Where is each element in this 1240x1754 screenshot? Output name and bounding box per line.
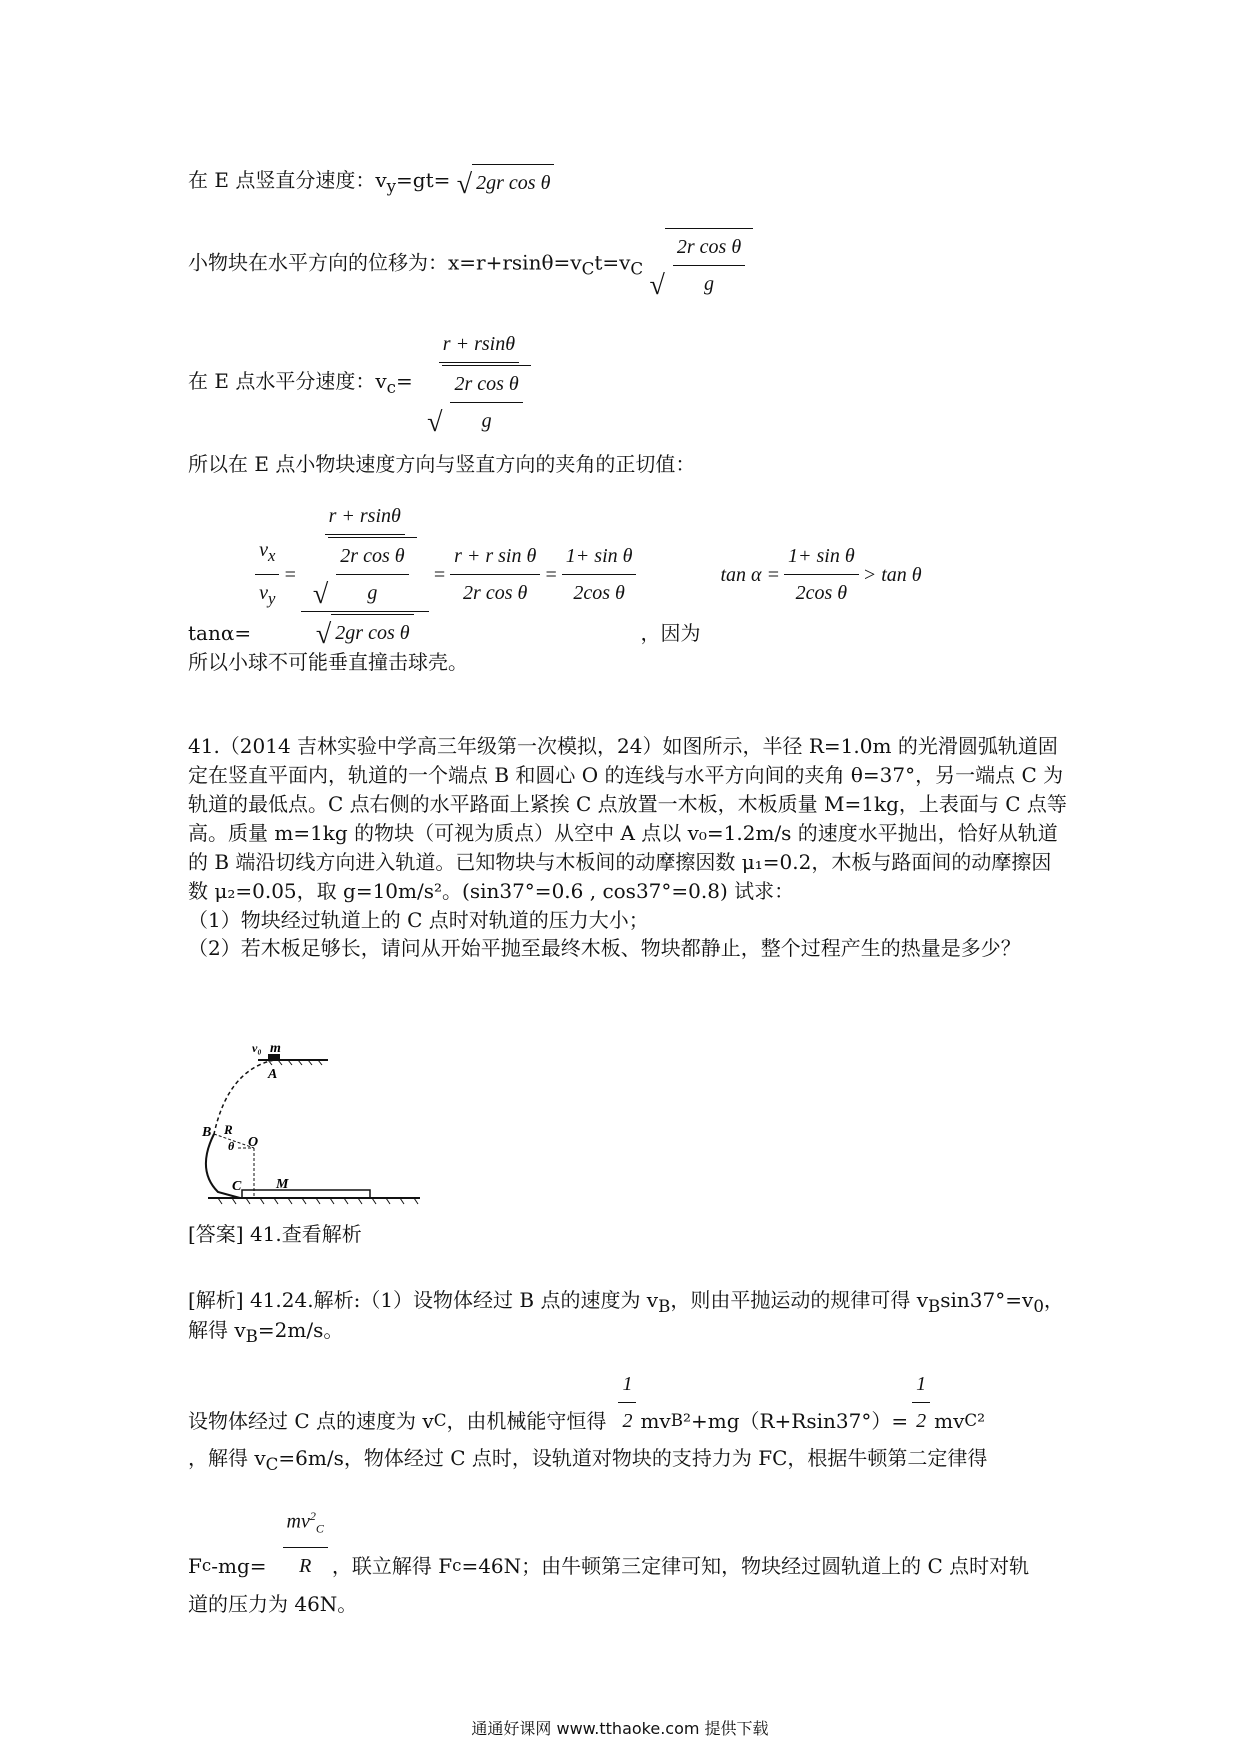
question-2: （2）若木板足够长，请问从开始平抛至最终木板、物块都静止，整个过程产生的热量是多少？ [188, 936, 1021, 960]
trajectory-path [214, 1060, 274, 1134]
sqrt-fraction: √ $\frac{\text{2r cos θ}}{g}$ [650, 228, 754, 300]
page-footer: 通通好课网 www.tthaoke.com 提供下载 [471, 1719, 769, 1738]
tan-alpha-fraction: $\frac{\text{1+ sin θ}}{\text{2cos θ}}$ [784, 540, 859, 609]
half-fraction-2: $\frac{1}{2}$ [912, 1368, 930, 1437]
analysis-line-2: 解得 $v_B=2m/s$。 [188, 1318, 344, 1346]
label-b: B [202, 1125, 212, 1140]
track-diagram [188, 1030, 428, 1210]
label-c: C [232, 1179, 242, 1194]
problem-41-text: 41.（2014 吉林实验中学高三年级第一次模拟，24）如图所示，半径 R=1.0m 的光滑圆弧轨道固定在竖直平面内，轨道的一个端点 B 和圆心 O 的连线与水平方向间的夹角 θ=37°，另一端点 C 为轨道的最低点。C 点右侧的水平路面上紧挨 C 点放置一木板，木板质量 M=1kg，上表面与 C 点等高。质量 m=1kg 的物块（可视为质点）从空中 A 点以 v₀=1.2m/s 的速度水平抛出，恰好从轨道的 B 端沿切线方向进入轨道。已知物块与木板间的动摩擦因数 μ₁=0.2，木板与路面间的动摩擦因数 μ₂=0.05，取 g=10m/s²。(sin37°=0.6 , cos37°=0.8) 试求： [188, 734, 1067, 903]
label-o: O [248, 1135, 259, 1150]
sqrt-expression: √ 2gr cos θ [457, 164, 555, 199]
final-fraction: $\frac{\text{1+ sin θ}}{\text{2cos θ}}$ [562, 540, 637, 609]
simplified-fraction: $\frac{\text{r + r sin θ}}{\text{2r cos θ}}$ [450, 540, 540, 609]
label-m: m [270, 1041, 281, 1056]
analysis-line-3: 设物体经过 C 点的速度为 v C ，由机械能守恒得 $\frac{1}{2}$ mv B ²+mg（R+Rsin37°）= $\frac{1}{2}$ mv C ² [188, 1368, 985, 1437]
half-fraction-1: $\frac{1}{2}$ [618, 1368, 636, 1437]
answer-label: [答案] 41.查看解析 [188, 1222, 362, 1246]
line-tan-alpha: tanα= $\frac{v_x}{v_y}$ = r + rsinθ √ $\frac{\text{2r cos θ}}{g}$ √ 2gr cos θ = $\frac{\text{r + r sin θ}}{\text{2r cos θ}}$ = $\frac{\text{1+ sin θ}}{\text{2cos θ}}$ ，因为 tan α = $\frac{\text{1+ sin θ}}{\text{2cos θ}}$ > tan θ [188, 500, 922, 649]
line-x-displacement: 小物块在水平方向的位移为：$x=r+rsin\theta=v_Ct=v_C$ √ $\frac{\text{2r cos θ}}{g}$ [188, 228, 753, 300]
label-a: A [268, 1067, 278, 1082]
question-1: （1）物块经过轨道上的 C 点时对轨道的压力大小； [188, 908, 649, 932]
label-board-m: M [276, 1177, 289, 1192]
vx-over-vy: $\frac{v_x}{v_y}$ [255, 534, 279, 615]
label-v0: v₀ [252, 1041, 262, 1055]
vc-fraction: r + rsinθ √ $\frac{\text{2r cos θ}}{g}$ [423, 328, 535, 437]
line-conclusion: 所以小球不可能垂直撞击球壳。 [188, 650, 468, 674]
label-r: R [224, 1122, 233, 1137]
line-vc: 在 E 点水平分速度：$v_c=$ r + rsinθ √ $\frac{\text{2r cos θ}}{g}$ [188, 328, 539, 437]
line-tan-intro: 所以在 E 点小物块速度方向与竖直方向的夹角的正切值： [188, 452, 696, 476]
analysis-line-6: 道的压力为 46N。 [188, 1592, 358, 1616]
big-fraction: r + rsinθ √ $\frac{\text{2r cos θ}}{g}$ √ 2gr cos θ [301, 500, 429, 649]
label-theta: θ [228, 1139, 235, 1153]
analysis-line-5: F c -mg= $\frac{mv^2_C}{R}$ ，联立解得 F c =46N；由牛顿第三定律可知，物块经过圆轨道上的 C 点时对轨 [188, 1500, 1029, 1582]
analysis-line-1: [解析] 41.24.解析:（1）设物体经过 B 点的速度为 $v_B$，则由平抛运动的规律可得 $v_B\sin 37^\circ=v_0$， [188, 1288, 1064, 1316]
line-vy: 在 E 点竖直分速度：$v_y=gt=$ √ 2gr cos θ [188, 164, 554, 203]
centripetal-fraction: $\frac{mv^2_C}{R}$ [283, 1500, 328, 1582]
board-m [242, 1190, 370, 1198]
analysis-line-4: ，解得 $v_C=6m/s$，物体经过 C 点时，设轨道对物块的支持力为 FC，根据牛顿第二定律得 [188, 1446, 988, 1474]
